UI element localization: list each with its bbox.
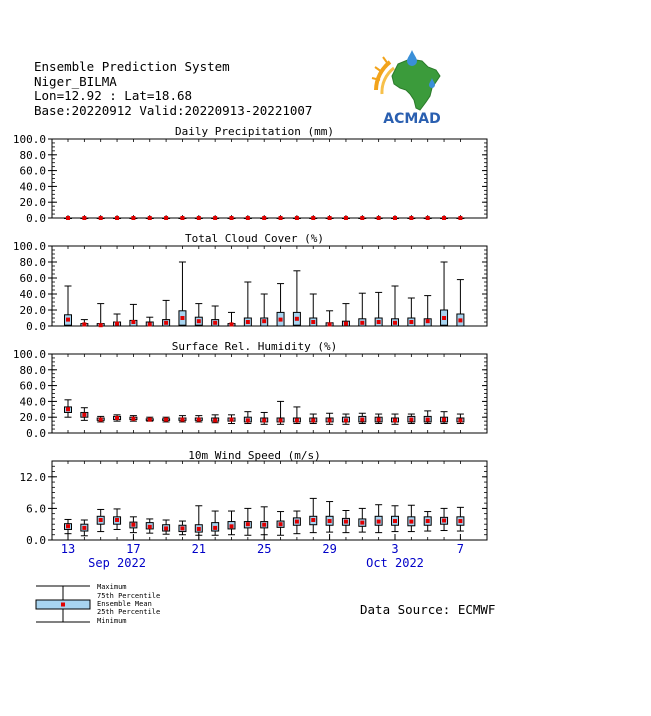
mean-marker — [377, 216, 381, 220]
mean-marker — [82, 322, 86, 326]
box-whisker — [163, 300, 170, 326]
mean-marker — [344, 322, 348, 326]
box-whisker — [441, 216, 448, 220]
chart-title: 10m Wind Speed (m/s) — [188, 449, 321, 462]
box-whisker — [195, 416, 202, 422]
mean-marker — [442, 519, 446, 523]
mean-marker — [230, 524, 234, 528]
box-whisker — [179, 416, 186, 422]
mean-marker — [426, 319, 430, 323]
box-whisker — [408, 505, 415, 531]
mean-marker — [377, 520, 381, 524]
mean-marker — [295, 418, 299, 422]
mean-marker — [115, 322, 119, 326]
mean-marker — [66, 318, 70, 322]
box-whisker — [195, 216, 202, 220]
y-tick-label: 12.0 — [19, 470, 46, 484]
mean-marker — [360, 418, 364, 422]
mean-marker — [311, 518, 315, 522]
y-tick-label: 80.0 — [19, 148, 46, 162]
mean-marker — [213, 321, 217, 325]
mean-marker — [295, 317, 299, 321]
header-title: Ensemble Prediction System — [34, 59, 230, 74]
box-whisker — [146, 519, 153, 533]
box-whisker — [342, 304, 349, 326]
header-base-valid: Base:20220912 Valid:20220913-20221007 — [34, 102, 313, 118]
box-whisker — [277, 216, 284, 220]
mean-marker — [393, 216, 397, 220]
box-whisker — [342, 414, 349, 424]
box-whisker — [114, 415, 121, 421]
box-whisker — [277, 512, 284, 536]
x-tick-label: 29 — [322, 542, 337, 556]
mean-marker — [180, 526, 184, 530]
box-whisker — [326, 311, 333, 327]
mean-marker — [279, 318, 283, 322]
box-whisker — [97, 216, 104, 220]
box-whisker — [441, 412, 448, 424]
y-tick-label: 40.0 — [19, 395, 46, 409]
mean-marker — [230, 216, 234, 220]
box-whisker — [179, 216, 186, 220]
mean-marker — [409, 216, 413, 220]
mean-marker — [458, 418, 462, 422]
mean-marker — [426, 519, 430, 523]
mean-marker — [393, 321, 397, 325]
box-whisker — [244, 282, 251, 326]
mean-marker — [279, 418, 283, 422]
box-whisker — [97, 416, 104, 422]
box-whisker — [293, 216, 300, 220]
mean-marker — [360, 216, 364, 220]
mean-marker — [230, 418, 234, 422]
box-whisker — [130, 216, 137, 220]
box-whisker — [457, 507, 464, 531]
mean-marker — [377, 320, 381, 324]
box-whisker — [359, 508, 366, 532]
box-whisker — [228, 511, 235, 535]
chart-panel — [13, 340, 487, 440]
mean-marker — [115, 216, 119, 220]
y-tick-label: 100.0 — [12, 240, 46, 253]
box-whisker — [244, 412, 251, 424]
mean-marker — [328, 418, 332, 422]
x-tick-label: 13 — [60, 542, 76, 556]
box-whisker — [441, 262, 448, 326]
box-whisker — [359, 293, 366, 326]
box-whisker — [65, 216, 72, 220]
y-tick-label: 80.0 — [19, 363, 46, 377]
mean-marker — [311, 418, 315, 422]
x-tick-label: 21 — [191, 542, 207, 556]
mean-marker — [393, 519, 397, 523]
box-whisker — [81, 320, 88, 327]
box-whisker — [163, 417, 170, 422]
y-tick-label: 100.0 — [12, 348, 46, 361]
mean-marker — [82, 413, 86, 417]
logo-text: ACMAD — [383, 111, 441, 126]
mean-marker — [131, 216, 135, 220]
mean-marker — [164, 418, 168, 422]
mean-marker — [197, 527, 201, 531]
box-whisker — [261, 412, 268, 424]
mean-marker — [295, 216, 299, 220]
mean-marker — [148, 216, 152, 220]
box-whisker — [195, 304, 202, 326]
mean-marker — [246, 320, 250, 324]
box-whisker — [310, 414, 317, 423]
mean-marker — [246, 216, 250, 220]
mean-marker — [197, 216, 201, 220]
mean-marker — [262, 319, 266, 323]
mean-marker — [99, 518, 103, 522]
chart-panel — [13, 125, 487, 225]
box-whisker — [81, 520, 88, 536]
mean-marker — [213, 216, 217, 220]
box-whisker — [375, 216, 382, 220]
mean-marker — [360, 321, 364, 325]
y-tick-label: 60.0 — [19, 164, 46, 178]
box-whisker — [392, 216, 399, 220]
y-tick-label: 80.0 — [19, 256, 46, 269]
box-whisker — [130, 416, 137, 422]
data-source: Data Source: ECMWF — [360, 602, 496, 617]
mean-marker — [262, 523, 266, 527]
mean-marker — [344, 216, 348, 220]
y-tick-label: 20.0 — [19, 411, 46, 425]
box-whisker — [408, 414, 415, 423]
legend-mean-label: Ensemble Mean — [97, 600, 152, 608]
x-tick-label: 3 — [391, 542, 399, 556]
box-whisker — [114, 509, 121, 530]
chart-panel — [20, 449, 488, 547]
mean-marker — [164, 526, 168, 530]
box-whisker — [310, 216, 317, 220]
mean-marker — [328, 519, 332, 523]
box-whisker — [310, 294, 317, 326]
mean-marker — [393, 418, 397, 422]
box-whisker — [163, 520, 170, 534]
box-whisker — [228, 216, 235, 220]
mean-marker — [131, 523, 135, 527]
mean-marker — [311, 320, 315, 324]
header-station: Niger_BILMA — [34, 73, 117, 89]
mean-marker — [180, 316, 184, 320]
box-whisker — [163, 216, 170, 220]
box-whisker — [457, 216, 464, 220]
box-whisker — [424, 296, 431, 326]
chart-title: Daily Precipitation (mm) — [175, 125, 334, 138]
mean-marker — [197, 319, 201, 323]
box-whisker — [195, 506, 202, 535]
box-whisker — [375, 505, 382, 533]
box-whisker — [424, 512, 431, 531]
mean-marker — [328, 216, 332, 220]
box-whisker — [114, 314, 121, 326]
y-tick-label: 0.0 — [26, 320, 46, 333]
mean-marker — [360, 521, 364, 525]
box-whisker — [97, 304, 104, 328]
x-month-label: Sep 2022 — [88, 556, 146, 570]
box-whisker — [359, 413, 366, 423]
box-whisker — [342, 216, 349, 220]
mean-marker — [409, 320, 413, 324]
box-whisker — [97, 509, 104, 531]
box-whisker — [146, 317, 153, 326]
y-tick-label: 40.0 — [19, 288, 46, 301]
box-whisker — [212, 415, 219, 423]
header-coords: Lon=12.92 : Lat=18.68 — [34, 88, 193, 103]
box-whisker — [342, 511, 349, 533]
mean-marker — [442, 418, 446, 422]
box-whisker — [392, 506, 399, 532]
box-whisker — [277, 401, 284, 424]
mean-marker — [66, 216, 70, 220]
y-tick-label: 0.0 — [26, 534, 46, 547]
box-whisker — [244, 508, 251, 535]
mean-marker — [131, 320, 135, 324]
mean-marker — [458, 519, 462, 523]
mean-marker — [148, 525, 152, 529]
x-month-label: Oct 2022 — [366, 556, 424, 570]
box-whisker — [130, 304, 137, 326]
mean-marker — [426, 216, 430, 220]
box-whisker — [179, 262, 186, 326]
box-whisker — [326, 413, 333, 424]
mean-marker — [148, 322, 152, 326]
legend-min-label: Minimum — [97, 617, 127, 625]
y-tick-label: 6.0 — [26, 502, 46, 516]
mean-marker — [180, 418, 184, 422]
legend-p25-label: 25th Percentile — [97, 608, 161, 616]
chart-panel — [13, 232, 487, 333]
mean-marker — [99, 216, 103, 220]
box-whisker — [441, 508, 448, 530]
box-whisker — [212, 306, 219, 326]
mean-marker — [180, 216, 184, 220]
box-whisker — [228, 415, 235, 424]
legend-max-label: Maximum — [97, 583, 127, 591]
x-tick-label: 17 — [126, 542, 141, 556]
box-whisker — [65, 286, 72, 326]
y-tick-label: 60.0 — [19, 379, 46, 393]
mean-marker — [442, 216, 446, 220]
box-whisker — [392, 414, 399, 424]
x-tick-label: 25 — [256, 542, 272, 556]
box-whisker — [408, 298, 415, 326]
mean-marker — [82, 526, 86, 530]
box-whisker — [293, 511, 300, 534]
y-tick-label: 40.0 — [19, 180, 46, 194]
box-whisker — [424, 411, 431, 424]
mean-marker — [131, 417, 135, 421]
plot-frame — [52, 139, 487, 218]
box-whisker — [114, 216, 121, 220]
mean-marker — [115, 416, 119, 420]
mean-marker — [246, 522, 250, 526]
mean-marker — [99, 323, 103, 327]
mean-marker — [246, 418, 250, 422]
box-whisker — [326, 502, 333, 533]
mean-marker — [164, 216, 168, 220]
box-whisker — [130, 517, 137, 533]
box-whisker — [375, 414, 382, 423]
mean-marker — [164, 321, 168, 325]
mean-marker — [197, 418, 201, 422]
mean-marker — [377, 418, 381, 422]
x-tick-label: 7 — [456, 542, 465, 556]
box-whisker — [310, 498, 317, 532]
mean-marker — [344, 418, 348, 422]
box-whisker — [293, 407, 300, 424]
box-whisker — [244, 216, 251, 220]
chart-title: Total Cloud Cover (%) — [184, 232, 325, 245]
mean-marker — [66, 407, 70, 411]
box-whisker — [261, 507, 268, 535]
mean-marker — [279, 216, 283, 220]
box-whisker — [261, 216, 268, 220]
box-whisker — [146, 417, 153, 421]
y-tick-label: 20.0 — [19, 304, 46, 317]
mean-marker — [344, 520, 348, 524]
mean-marker — [311, 216, 315, 220]
box-whisker — [375, 292, 382, 326]
box-whisker — [408, 216, 415, 220]
box-whisker — [81, 216, 88, 220]
mean-marker — [230, 322, 234, 326]
mean-marker — [99, 418, 103, 422]
box-whisker — [261, 294, 268, 326]
mean-marker — [115, 518, 119, 522]
mean-marker — [262, 216, 266, 220]
box-whisker — [293, 271, 300, 326]
mean-marker — [213, 418, 217, 422]
box-whisker — [424, 216, 431, 220]
box-whisker — [65, 400, 72, 417]
mean-marker — [148, 418, 152, 422]
box-whisker — [457, 414, 464, 423]
legend-mean-marker — [61, 603, 65, 607]
box-whisker — [212, 216, 219, 220]
y-tick-label: 0.0 — [26, 212, 46, 225]
box-whisker — [65, 519, 72, 533]
mean-marker — [279, 522, 283, 526]
box-whisker — [81, 408, 88, 421]
chart-title: Surface Rel. Humidity (%) — [171, 340, 338, 353]
mean-marker — [458, 318, 462, 322]
mean-marker — [328, 322, 332, 326]
mean-marker — [66, 524, 70, 528]
box-whisker — [277, 284, 284, 326]
box-whisker — [228, 312, 235, 326]
mean-marker — [458, 216, 462, 220]
mean-marker — [82, 216, 86, 220]
mean-marker — [426, 418, 430, 422]
mean-marker — [442, 316, 446, 320]
box-whisker — [212, 511, 219, 535]
mean-marker — [295, 520, 299, 524]
mean-marker — [409, 418, 413, 422]
box-whisker — [359, 216, 366, 220]
box-whisker — [326, 216, 333, 220]
mean-marker — [262, 418, 266, 422]
box-whisker — [146, 216, 153, 220]
mean-marker — [409, 520, 413, 524]
mean-marker — [213, 526, 217, 530]
y-tick-label: 60.0 — [19, 272, 46, 285]
box-whisker — [179, 521, 186, 535]
y-tick-label: 0.0 — [26, 427, 46, 440]
box-whisker — [392, 286, 399, 326]
legend-p75-label: 75th Percentile — [97, 592, 161, 600]
y-tick-label: 100.0 — [12, 133, 46, 146]
y-tick-label: 20.0 — [19, 196, 46, 210]
legend-graphic — [36, 586, 90, 622]
box-whisker — [457, 280, 464, 326]
